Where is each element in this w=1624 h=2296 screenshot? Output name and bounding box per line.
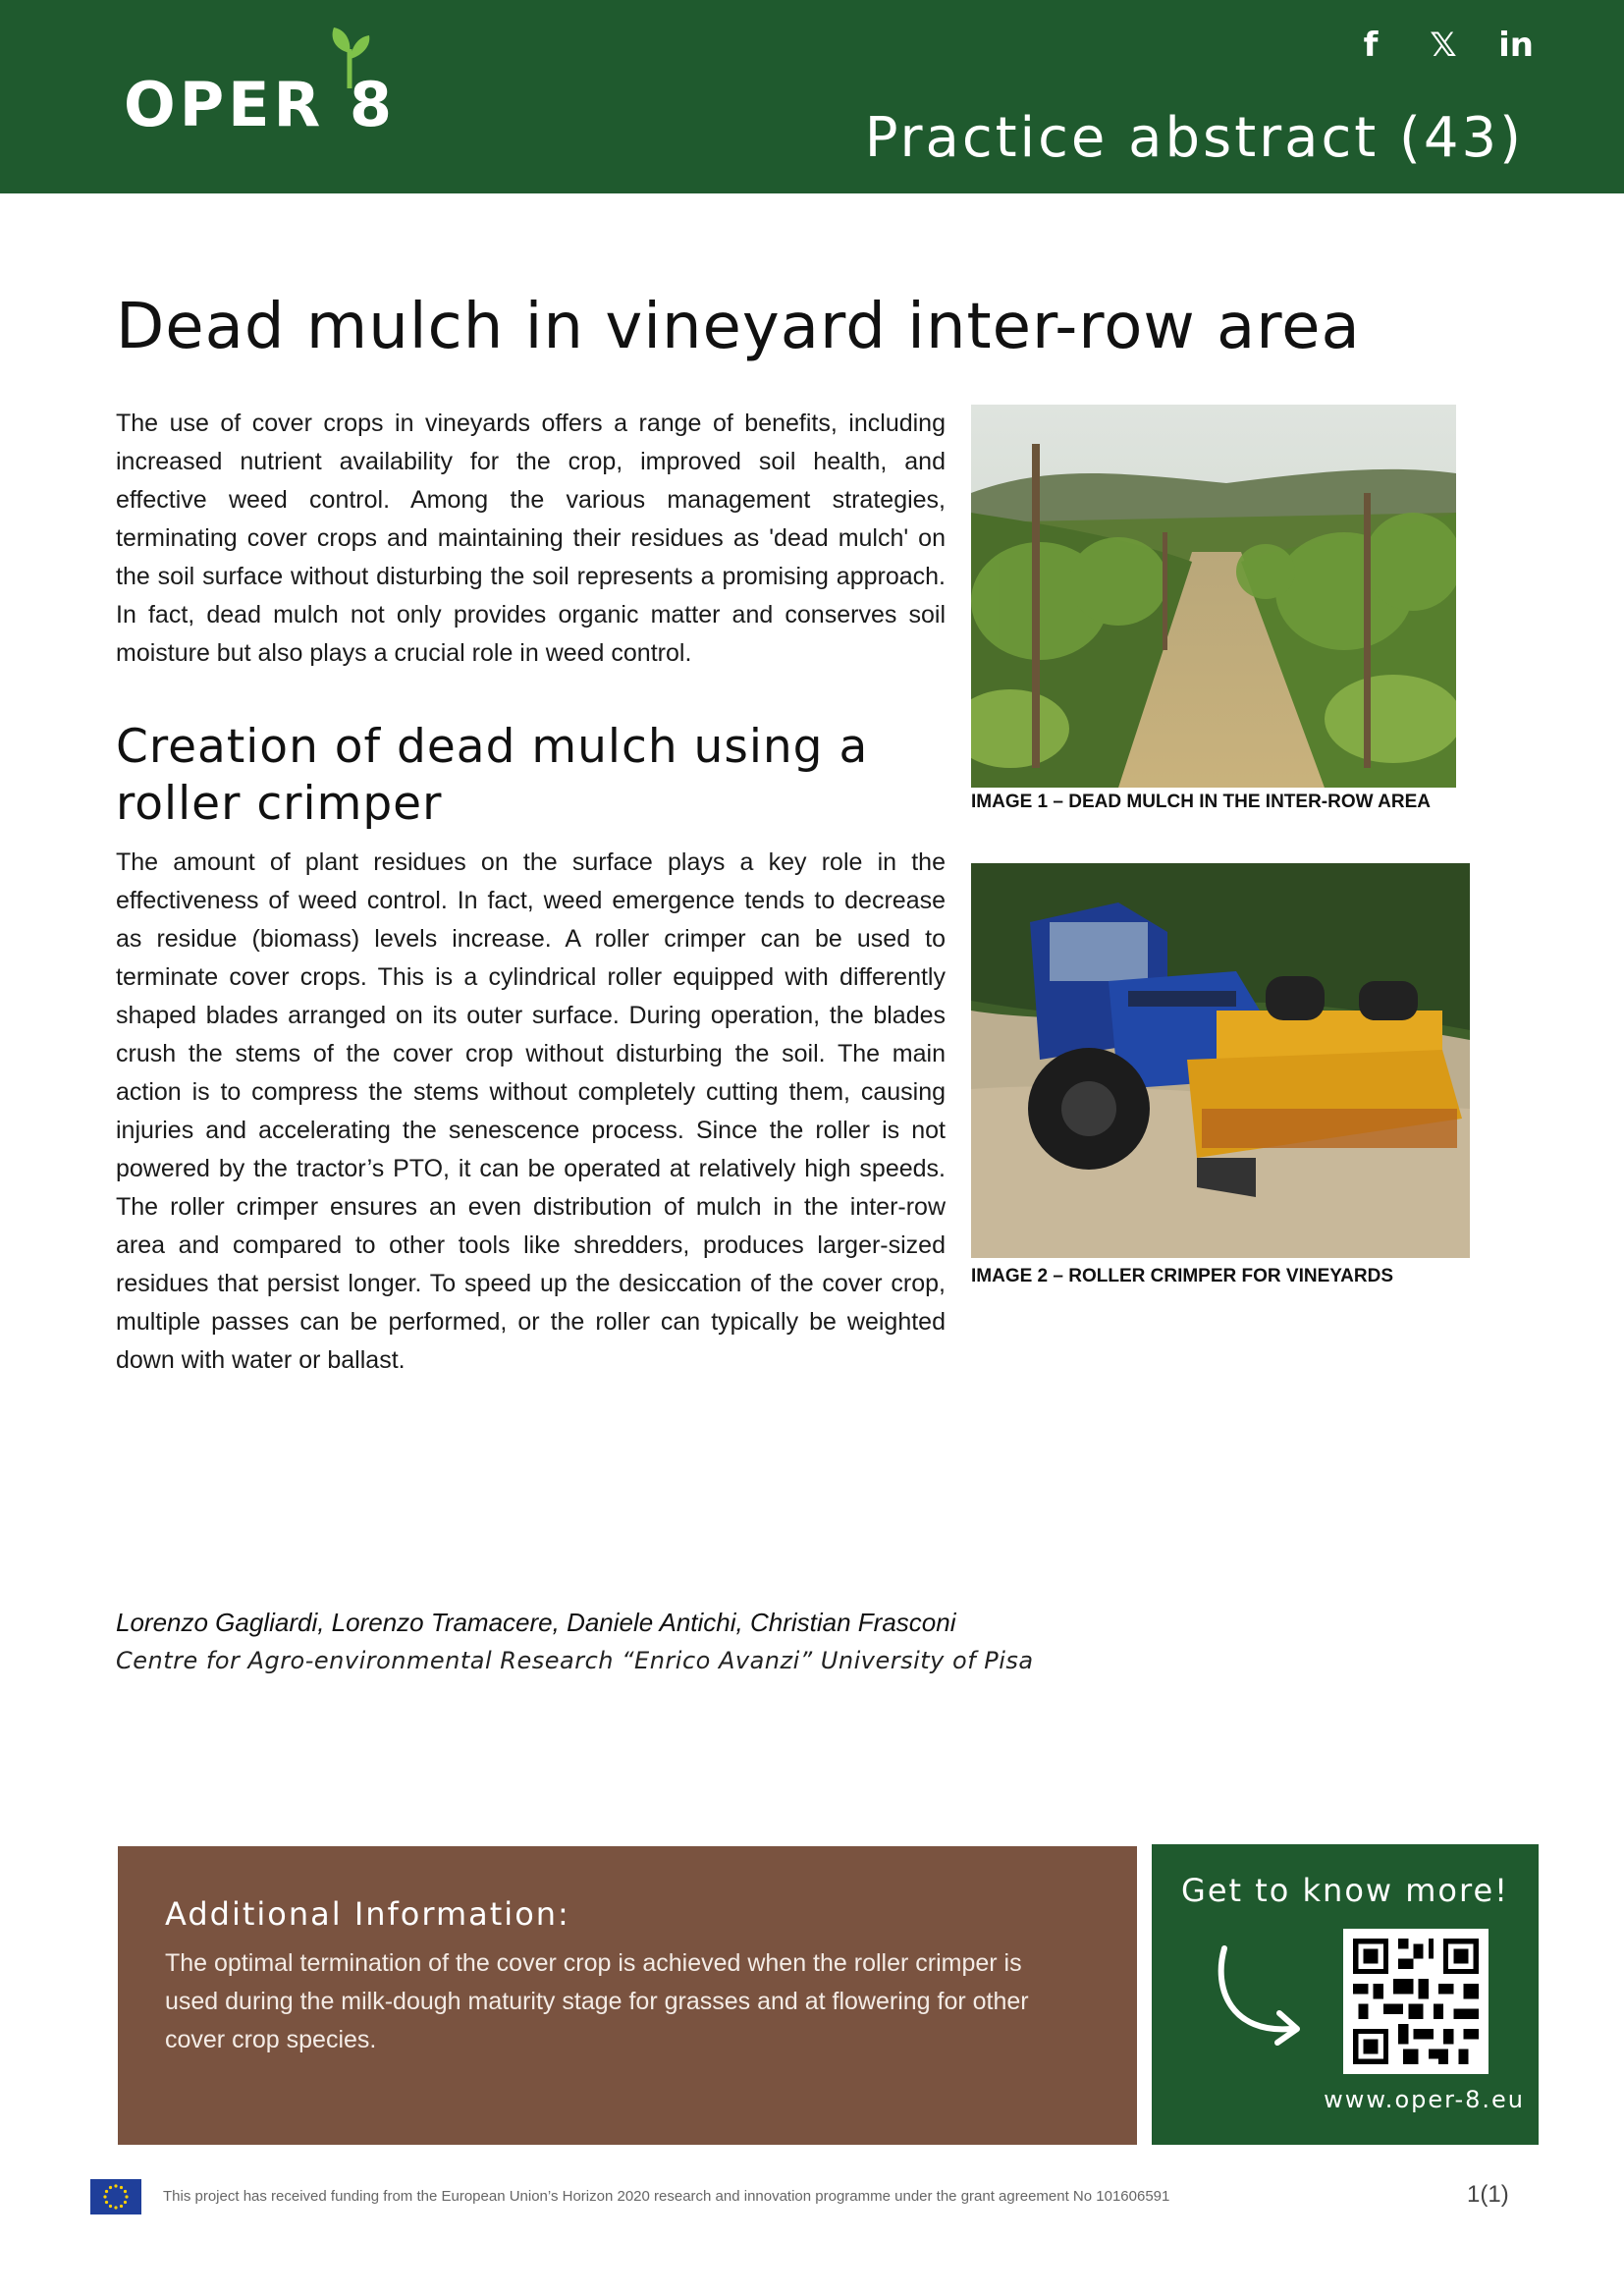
qr-code-icon[interactable] xyxy=(1343,1929,1489,2074)
image-2-caption: IMAGE 2 – ROLLER CRIMPER FOR VINEYARDS xyxy=(971,1266,1394,1286)
curved-arrow-icon xyxy=(1213,1941,1311,2049)
know-more-title: Get to know more! xyxy=(1181,1872,1509,1909)
image-1-caption: IMAGE 1 – DEAD MULCH IN THE INTER-ROW AREA xyxy=(971,792,1431,812)
logo-text: OPER 8 xyxy=(124,69,396,140)
vineyard-photo xyxy=(971,405,1456,788)
social-links xyxy=(1351,26,1536,65)
affiliation: Centre for Agro-environmental Research “Enrico Avanzi” University of Pisa xyxy=(116,1647,1034,1674)
know-more-box xyxy=(1152,1844,1539,2145)
page-title: Dead mulch in vineyard inter-row area xyxy=(116,291,1361,363)
page-header xyxy=(0,0,1624,193)
website-link[interactable]: www.oper-8.eu xyxy=(1324,2086,1525,2113)
x-twitter-icon[interactable]: 𝕏 xyxy=(1430,26,1457,65)
oper8-logo xyxy=(124,47,418,145)
funding-statement: This project has received funding from the European Union’s Horizon 2020 research and innovation programme under the grant agreement No 101606591 xyxy=(163,2188,1170,2205)
practice-abstract-label: Practice abstract (43) xyxy=(864,106,1524,170)
section-title: Creation of dead mulch using a roller crimper xyxy=(116,720,869,831)
authors: Lorenzo Gagliardi, Lorenzo Tramacere, Daniele Antichi, Christian Frasconi xyxy=(116,1608,956,1637)
page-number: 1(1) xyxy=(1467,2181,1509,2208)
eu-flag-icon xyxy=(90,2179,141,2214)
additional-information-box xyxy=(118,1846,1137,2145)
linkedin-icon[interactable]: in xyxy=(1498,26,1534,65)
additional-information-title: Additional Information: xyxy=(165,1895,570,1933)
section-paragraph: The amount of plant residues on the surface plays a key role in the effectiveness of weed control. In fact, weed emergence tends to decrease as residue (biomass) levels increase. A roller crimper can be used to terminate cover crops. This is a cylindrical roller equipped with differently shaped blades arranged on its outer surface. During operation, the blades crush the stems of the cover crop without disturbing the soil. The main action is to compress the stems without completely cutting them, causing injuries and accelerating the senescence process. Since the roller is not powered by the tractor’s PTO, it can be operated at relatively high speeds. The roller crimper ensures an even distribution of mulch in the inter-row area and compared to other tools like shredders, produces larger-sized residues that persist longer. To speed up the desiccation of the cover crop, multiple passes can be performed, or the roller can typically be weighted down with water or ballast. xyxy=(116,848,946,1374)
roller-crimper-photo xyxy=(971,863,1470,1258)
facebook-icon[interactable]: f xyxy=(1363,26,1379,65)
sprout-icon xyxy=(320,20,379,88)
intro-paragraph: The use of cover crops in vineyards offers a range of benefits, including increased nutrient availability for the crop, improved soil health, and effective weed control. Among the various management strategies, terminating cover crops and maintaining their residues as 'dead mulch' on the soil surface without disturbing the soil represents a promising approach. In fact, dead mulch not only provides organic matter and conserves soil moisture but also plays a crucial role in weed control. xyxy=(116,410,946,667)
additional-information-text: The optimal termination of the cover crop is achieved when the roller crimper is used during the milk-dough maturity stage for grasses and at flowering for other cover crop species. xyxy=(165,1949,1029,2053)
